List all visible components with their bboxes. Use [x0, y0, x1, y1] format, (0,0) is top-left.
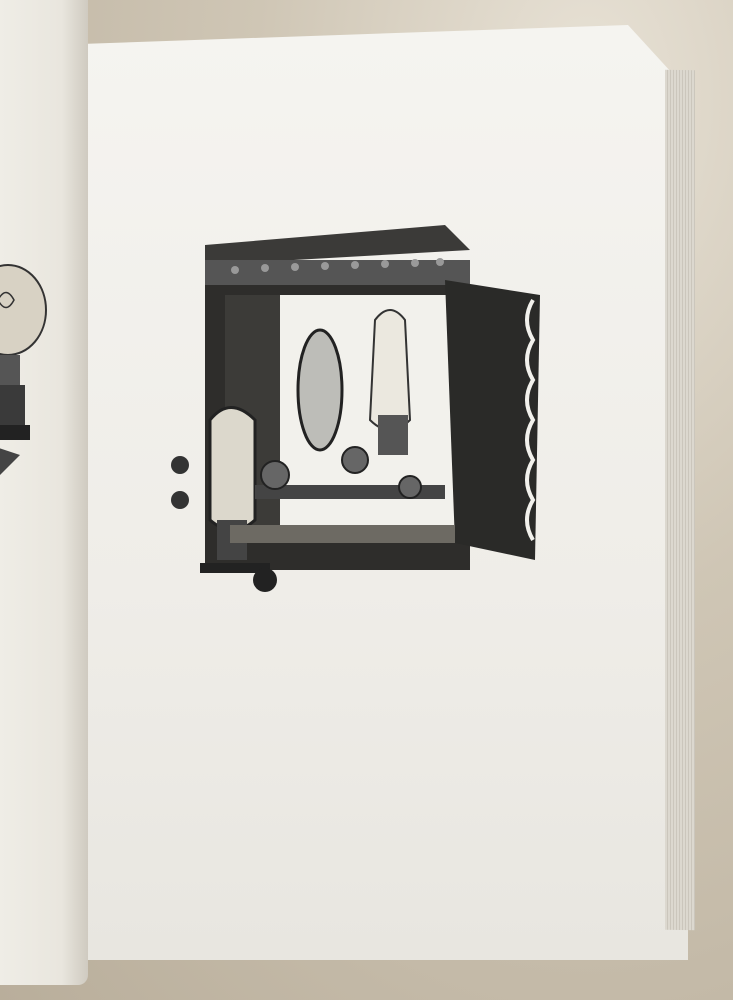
page-edges	[665, 70, 695, 931]
left-page	[0, 0, 88, 985]
left-page-lamp-illustration	[0, 260, 50, 480]
focus-lamp-outfit-illustration	[165, 225, 560, 600]
